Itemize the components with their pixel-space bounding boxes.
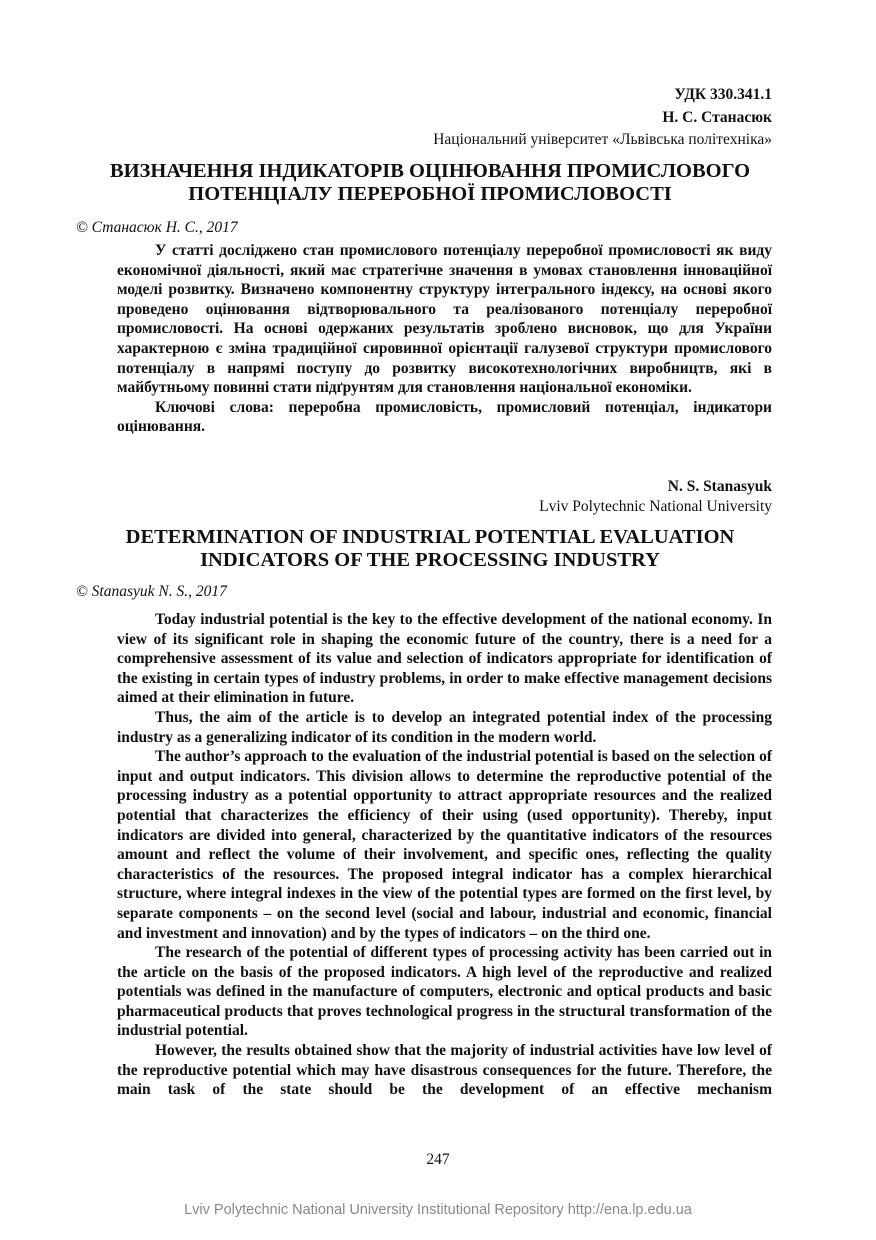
paragraph: However, the results obtained show that the majority of industrial activities have low level of the reproductive potential which may have disastrous consequences for the future. Therefore, the main task of the state should be the development of an effective mechanism <box>117 1042 772 1099</box>
keywords-text: переробна промисловість, промисловий потенціал, індикатори оцінювання. <box>117 398 772 436</box>
keywords-label: Ключові слова: <box>155 398 274 416</box>
abstract-ua-text: У статті досліджено стан промислового потенціалу переробної промисловості як виду економічної діяльності, який має стратегічне значення в умовах становлення інноваційної моделі розвитку. Визначено компонентну структуру інтегрального індексу, на основі якого проведено оцінювання відтворювального та реалізованого потенціалу переробної промисловості. На основі одержаних результатів зроблено висновок, що для України характерною є зміна традиційної сировинної орієнтації галузевої структури промислового потенціалу в напрямі поступу до розвитку високотехнологічних виробництв, які в майбутньому повинні стати підґрунтям для становлення національної економіки. <box>117 242 772 397</box>
copyright-en: © Stanasyuk N. S., 2017 <box>76 583 227 600</box>
paragraph: The author’s approach to the evaluation of the industrial potential is based on the selection of input and output indicators. This division allows to determine the reproductive potential of the processing industry as a potential opportunity to attract appropriate resources and the realized potential that characterizes the efficiency of their using (used opportunity). Thereby, input indicators are divided into general, characterized by the quantitative indicators of the resources amount and reflect the volume of their involvement, and specific ones, reflecting the quality characteristics of the resources. The proposed integral indicator has a complex hierarchical structure, where integral indexes in the view of the potential types are formed on the first level, by separate components – on the second level (social and labour, industrial and economic, financial and investment and innovation) and by the types of indicators – on the third one. <box>117 748 772 942</box>
abstract-en <box>117 610 772 1100</box>
page-number: 247 <box>426 1151 450 1168</box>
paragraph: Today industrial potential is the key to the effective development of the national economy. In view of its significant role in shaping the economic future of the country, there is a need for a comprehensive assessment of its value and selection of indicators appropriate for identification of the existing in certain types of industry problems, in order to make effective management decisions aimed at their elimination in future. <box>117 611 772 707</box>
title-en-line1: DETERMINATION OF INDUSTRIAL POTENTIAL EVALUATION <box>125 526 735 548</box>
abstract-ua <box>117 241 772 437</box>
author-ua: Н. С. Станасюк <box>662 109 772 126</box>
keywords-ua <box>117 398 772 437</box>
title-ua-line1: ВИЗНАЧЕННЯ ІНДИКАТОРІВ ОЦІНЮВАННЯ ПРОМИСЛОВОГО <box>109 160 751 182</box>
paragraph: Thus, the aim of the article is to develop an integrated potential index of the processing industry as a generalizing indicator of its condition in the modern world. <box>117 708 772 746</box>
repository-footer: Lviv Polytechnic National University Institutional Repository http://ena.lp.edu.ua <box>184 1202 692 1218</box>
copyright-ua: © Станасюк Н. С., 2017 <box>76 219 238 236</box>
title-ua <box>90 160 770 206</box>
udc-code: УДК 330.341.1 <box>674 86 772 103</box>
title-ua-line2: ПОТЕНЦІАЛУ ПЕРЕРОБНОЇ ПРОМИСЛОВОСТІ <box>188 183 672 205</box>
author-en: N. S. Stanasyuk <box>667 478 772 495</box>
affiliation-en: Lviv Polytechnic National University <box>539 498 772 515</box>
paragraph: The research of the potential of different types of processing activity has been carried out in the article on the basis of the proposed indicators. A high level of the reproductive and realized potentials was defined in the manufacture of computers, electronic and optical products and basic pharmaceutical products that proves technological progress in the structural transformation of the industrial potential. <box>117 944 772 1040</box>
title-en-line2: INDICATORS OF THE PROCESSING INDUSTRY <box>200 549 660 571</box>
title-en <box>90 526 770 572</box>
affiliation-ua: Національний університет «Львівська політехніка» <box>433 131 772 148</box>
